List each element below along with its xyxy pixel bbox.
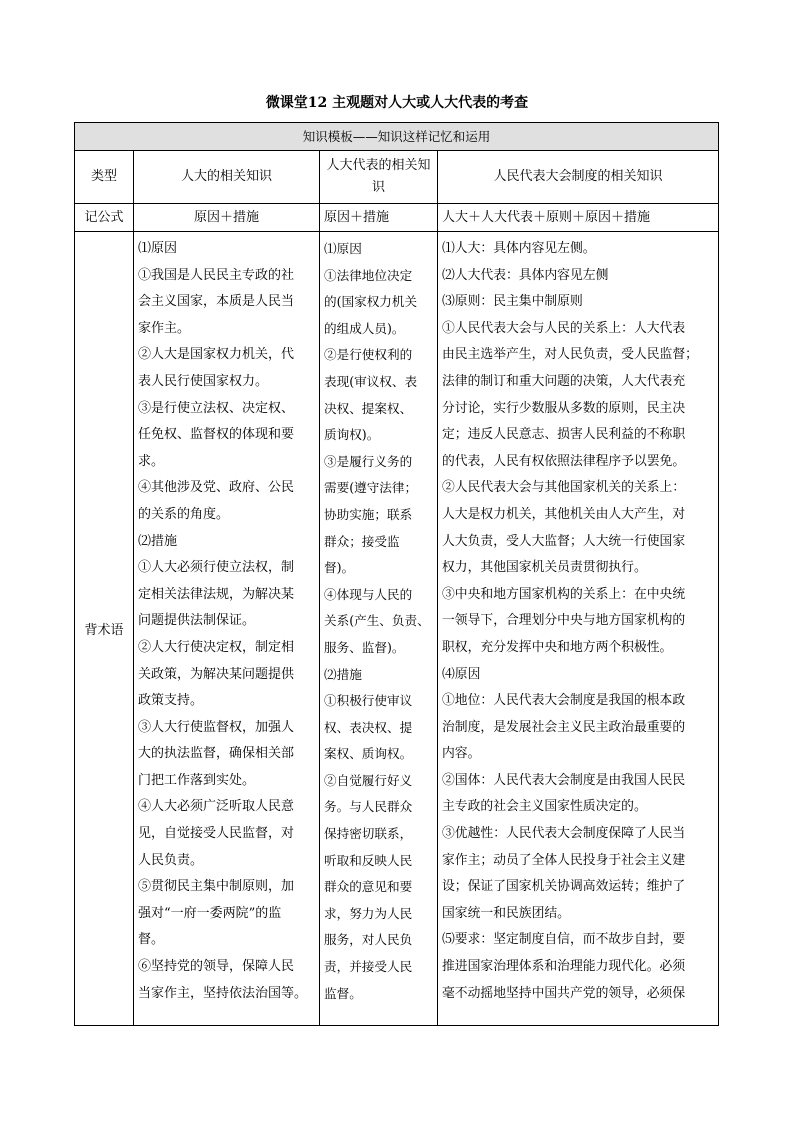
- header-npc-knowledge: 人大的相关知识: [134, 151, 320, 204]
- text-line: 法律的制订和重大问题的决策，人大代表充: [442, 373, 686, 389]
- text-line: ③中央和地方国家机构的关系上：在中央统: [442, 586, 686, 602]
- text-line: 的组成人员)。: [324, 320, 405, 336]
- text-line: 督。: [138, 932, 165, 948]
- text-line: 职权，充分发挥中央和地方两个积极性。: [442, 639, 673, 655]
- formula-label: 记公式: [75, 204, 134, 232]
- text-line: ①人大必须行使立法权，制: [138, 560, 295, 576]
- text-line: 表现(审议权、表: [324, 373, 418, 389]
- text-line: ④体现与人民的: [324, 586, 413, 602]
- text-line: 推进国家治理体系和治理能力现代化。必须: [442, 959, 686, 975]
- text-line: 见，自觉接受人民监督，对: [138, 826, 295, 842]
- text-line: 任免权、监督权的体现和要: [138, 427, 295, 443]
- text-line: ②自觉履行好义: [324, 772, 413, 788]
- text-line: ③是履行义务的: [324, 453, 413, 469]
- text-line: ⑴原因: [138, 241, 178, 256]
- text-line: 家作主。: [138, 320, 191, 336]
- text-line: ⑵人大代表：具体内容见左侧: [442, 267, 609, 283]
- text-line: ②国体：人民代表大会制度是由我国人民民: [442, 772, 686, 788]
- text-line: 服务、监督)。: [324, 639, 405, 655]
- text-line: 关系(产生、负责、: [324, 613, 430, 629]
- recite-label: 背术语: [75, 232, 134, 1026]
- text-line: ⑸要求：坚定制度自信，而不故步自封，要: [442, 932, 686, 948]
- text-line: ①地位：人民代表大会制度是我国的根本政: [442, 693, 686, 709]
- text-line: 群众；接受监: [324, 533, 400, 549]
- deputy-knowledge-cell: [320, 232, 438, 1026]
- text-line: 定相关法律法规，为解决某: [138, 586, 295, 602]
- text-line: ⑵措施: [138, 533, 178, 549]
- header-type: 类型: [75, 151, 134, 204]
- system-knowledge-cell: [438, 232, 719, 1026]
- text-line: 设；保证了国家机关协调高效运转；维护了: [442, 879, 686, 895]
- text-line: 人大负责，受人大监督；人大统一行使国家: [442, 533, 686, 549]
- text-line: 分讨论，实行少数服从多数的原则，民主决: [442, 400, 686, 416]
- text-line: 权、表决权、提: [324, 719, 413, 735]
- text-line: ③是行使立法权、决定权、: [138, 400, 295, 416]
- text-line: ①人民代表大会与人民的关系上：人大代表: [442, 320, 686, 336]
- text-line: ⑵措施: [324, 666, 362, 682]
- text-line: 关政策，为解决某问题提供: [138, 666, 295, 682]
- formula-system: 人大＋人大代表＋原则＋原因＋措施: [438, 204, 719, 232]
- text-line: 家作主；动员了全体人民投身于社会主义建: [442, 852, 686, 868]
- text-line: 督)。: [324, 560, 355, 576]
- text-line: 质询权)。: [324, 427, 380, 443]
- text-line: 的关系的角度。: [138, 506, 230, 522]
- text-line: 协助实施；联系: [324, 506, 413, 522]
- text-line: ⑥坚持党的领导，保障人民: [138, 959, 295, 975]
- text-line: 问题提供法制保证。: [138, 613, 256, 629]
- text-line: 定；违反人民意志、损害人民利益的不称职: [442, 427, 686, 443]
- text-line: ②人大是国家权力机关，代: [138, 347, 295, 363]
- text-line: 国家统一和民族团结。: [442, 905, 570, 921]
- text-line: 由民主选举产生，对人民负责，受人民监督；: [442, 347, 698, 363]
- header-system-knowledge: 人民代表大会制度的相关知识: [438, 151, 719, 204]
- text-line: 政策支持。: [138, 693, 204, 709]
- text-line: 一领导下，合理划分中央与地方国家机构的: [442, 613, 686, 629]
- text-line: ④其他涉及党、政府、公民: [138, 480, 295, 496]
- text-line: 毫不动摇地坚持中国共产党的领导，必须保: [442, 985, 686, 1001]
- text-line: 案权、质询权。: [324, 746, 413, 762]
- text-line: ⑴人大：具体内容见左侧。: [442, 241, 596, 256]
- text-line: 服务，对人民负: [324, 932, 413, 948]
- knowledge-table: [74, 122, 719, 1026]
- text-line: ⑶原则：民主集中制原则: [442, 294, 583, 310]
- text-line: 人大是权力机关，其他机关由人大产生，对: [442, 506, 686, 522]
- text-line: 人民负责。: [138, 852, 204, 868]
- text-line: ②是行使权利的: [324, 347, 413, 363]
- text-line: ⑷原因: [442, 666, 481, 682]
- text-line: 监督。: [324, 985, 362, 1001]
- text-line: 保持密切联系，: [324, 826, 413, 842]
- text-line: ①我国是人民民主专政的社: [138, 267, 295, 283]
- text-line: 当家作主，坚持依法治国等。: [138, 985, 308, 1001]
- text-line: 责，并接受人民: [324, 959, 413, 975]
- text-line: 门把工作落到实处。: [138, 772, 256, 788]
- text-line: ③人大行使监督权，加强人: [138, 719, 295, 735]
- text-line: 治制度，是发展社会主义民主政治最重要的: [442, 719, 686, 735]
- text-line: ②人民代表大会与其他国家机关的关系上：: [442, 480, 686, 496]
- text-line: ③优越性：人民代表大会制度保障了人民当: [442, 826, 686, 842]
- text-line: ①法律地位决定: [324, 267, 413, 283]
- formula-deputy: 原因＋措施: [320, 204, 438, 232]
- text-line: 强对“一府一委两院”的监: [138, 905, 282, 921]
- text-line: 大的执法监督，确保相关部: [138, 746, 295, 762]
- text-line: 权力，其他国家机关员责贯彻执行。: [442, 560, 647, 576]
- header-deputy-knowledge: 人大代表的相关知识: [320, 151, 438, 204]
- text-line: 表人民行使国家权力。: [138, 373, 269, 389]
- npc-knowledge-cell: [134, 232, 320, 1026]
- text-line: ⑤贯彻民主集中制原则，加: [138, 879, 295, 895]
- formula-npc: 原因＋措施: [134, 204, 320, 232]
- text-line: ⑴原因: [324, 241, 362, 256]
- text-line: 求。: [138, 453, 165, 469]
- text-line: ②人大行使决定权，制定相: [138, 639, 295, 655]
- text-line: ④人大必须广泛听取人民意: [138, 799, 295, 815]
- text-line: 的(国家权力机关: [324, 294, 418, 310]
- text-line: ①积极行使审议: [324, 693, 413, 709]
- table-banner: 知识模板——知识这样记忆和运用: [75, 123, 719, 151]
- text-line: 群众的意见和要: [324, 879, 413, 895]
- text-line: 求，努力为人民: [324, 905, 413, 921]
- text-line: 会主义国家，本质是人民当: [138, 294, 295, 310]
- text-line: 务。与人民群众: [324, 799, 413, 815]
- text-line: 听取和反映人民: [324, 852, 413, 868]
- page-title: 微课堂12 主观题对人大或人大代表的考查: [265, 95, 529, 111]
- text-line: 需要(遵守法律；: [324, 480, 418, 496]
- text-line: 内容。: [442, 746, 481, 762]
- text-line: 主专政的社会主义国家性质决定的。: [442, 799, 647, 815]
- text-line: 的代表，人民有权依照法律程序予以罢免。: [442, 453, 686, 469]
- text-line: 决权、提案权、: [324, 400, 413, 416]
